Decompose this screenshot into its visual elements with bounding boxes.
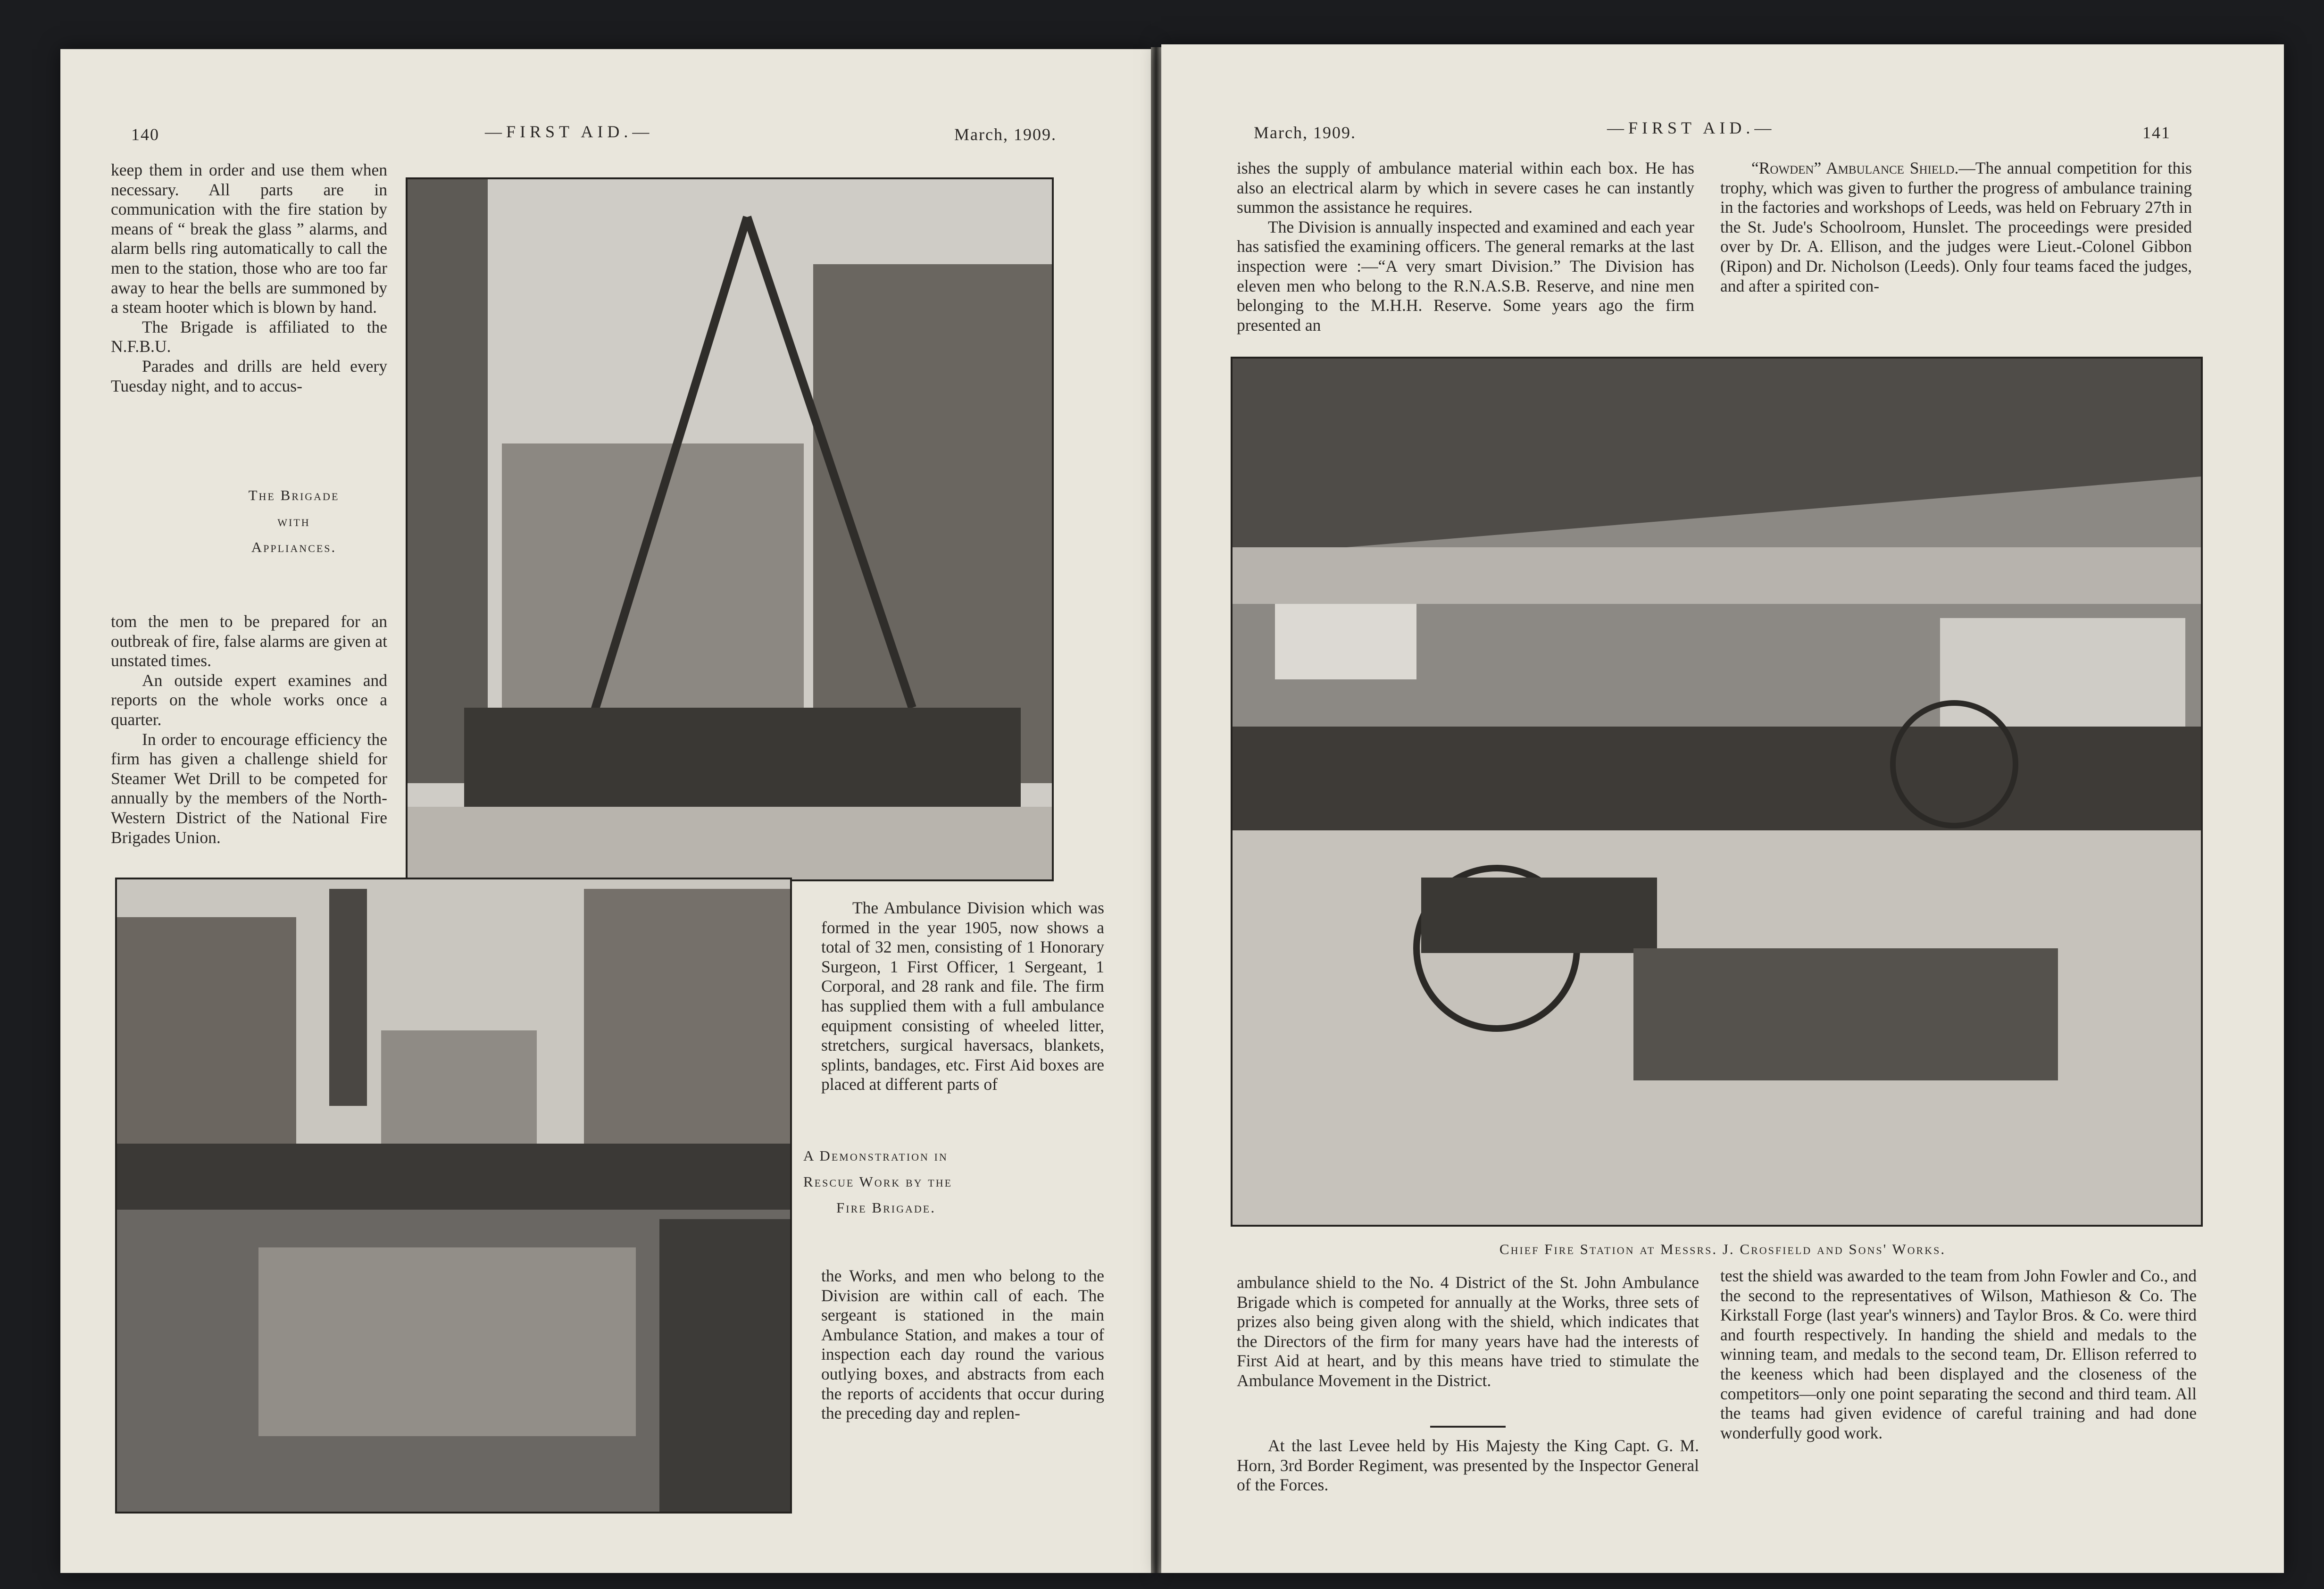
paragraph: ambulance shield to the No. 4 District of the St. John Ambulance Brigade which is competed for annually at the Works, three sets of prizes also being given along with the shield, which indicates that the Directors of the firm for many years have had the interests of First Aid at heart, and by this means have tried to stimulate the Ambulance Movement in the District.	[1237, 1273, 1699, 1390]
paragraph: At the last Levee held by His Majesty the King Capt. G. M. Horn, 3rd Border Regiment, was presented by the Inspector General of the Forces.	[1237, 1436, 1699, 1495]
right-column-ambulance	[821, 898, 1104, 1095]
top-right-column	[1720, 159, 2192, 296]
photo-illustration	[408, 179, 1052, 879]
left-column-middle	[111, 612, 387, 847]
caption-line: Appliances.	[251, 539, 337, 555]
paragraph: Parades and drills are held every Tuesday night, and to accus-	[111, 356, 387, 395]
left-column-top	[111, 160, 387, 396]
right-page	[1161, 44, 2284, 1573]
issue-date: March, 1909.	[1254, 123, 1356, 142]
bottom-left-column	[1237, 1273, 1699, 1391]
section-divider	[1430, 1426, 1506, 1428]
caption-line: The Brigade	[248, 487, 340, 503]
paragraph: tom the men to be prepared for an outbreak of fire, false alarms are given at unstated times.	[111, 612, 387, 670]
book-gutter	[1151, 47, 1161, 1573]
paragraph: An outside expert examines and reports on the whole works once a quarter.	[111, 670, 387, 729]
chief-fire-station-photo	[1231, 357, 2203, 1227]
issue-date: March, 1909.	[954, 125, 1057, 144]
paragraph	[1720, 159, 2192, 296]
photo-caption-rescue	[803, 1143, 1006, 1221]
photo-illustration	[117, 879, 790, 1512]
left-page	[60, 49, 1151, 1573]
paragraph: test the shield was awarded to the team from John Fowler and Co., and the second to the representatives of Wilson, Mathieson & Co. The Kirkstall Forge (last year's winners) and Taylor Bros. & Co. were third and fourth respectively. In handing the shield and medals to the winning team, and medals to the second team, Dr. Ellison referred to the keeness which had been displayed and the closeness of the competitors—only one point separating the second and third team. All the teams had given evidence of careful training and had done wonderfully good work.	[1720, 1266, 2197, 1442]
section-heading: “Rowden” Ambulance Shield.	[1751, 159, 1959, 177]
bottom-left-column-2	[1237, 1436, 1699, 1495]
caption-line: A Demonstration in	[803, 1147, 948, 1164]
paragraph-text: —The annual competition for this trophy, which was given to further the progress of ambulance training in the factories and workshops of Leeds, was held on February 27th in the St. Jude's Schoolroom, Hunslet. The proceedings were presided over by Dr. A. Ellison, and the judges were Lieut.-Colonel Gibbon (Ripon) and Dr. Nicholson (Leeds). Only four teams faced the judges, and after a spirited con-	[1720, 159, 2192, 295]
brigade-with-appliances-photo	[406, 177, 1054, 881]
right-column-continuation	[821, 1266, 1104, 1423]
paragraph: keep them in order and use them when necessary. All parts are in communication with the fire station by means of “ break the glass ” alarms, and alarm bells ring automatically to call the men to the station, those who are too far away to hear the bells are summoned by a steam hooter which is blown by hand.	[111, 160, 387, 317]
paragraph: The Ambulance Division which was formed in the year 1905, now shows a total of 32 men, consisting of 1 Honorary Surgeon, 1 First Officer, 1 Sergeant, 1 Corporal, and 28 rank and file. The firm has supplied them with a full ambulance equipment consisting of wheeled litter, stretchers, surgical haversacs, blankets, splints, bandages, etc. First Aid boxes are placed at different parts of	[821, 898, 1104, 1094]
rescue-demonstration-photo	[115, 878, 792, 1514]
paragraph: ishes the supply of ambulance material within each box. He has also an electrical alarm by which in severe cases he can instantly summon the assistance he requires.	[1237, 159, 1694, 217]
bottom-right-column	[1720, 1266, 2197, 1443]
paragraph: the Works, and men who belong to the Division are within call of each. The sergeant is stationed in the main Ambulance Station, and makes a tour of inspection each day round the various outlying boxes, and abstracts from each the reports of accidents that occur during the preceding day and replen-	[821, 1266, 1104, 1423]
running-title: —FIRST AID.—	[1607, 118, 1776, 137]
photo-caption-brigade	[216, 482, 372, 560]
running-title: —FIRST AID.—	[485, 122, 654, 141]
page-number: 140	[131, 125, 159, 144]
page-number: 141	[2142, 123, 2171, 142]
photo-illustration	[1233, 359, 2201, 1225]
caption-line: Rescue Work by the	[803, 1173, 953, 1190]
paragraph: The Brigade is affiliated to the N.F.B.U.	[111, 317, 387, 356]
top-left-column	[1237, 159, 1694, 335]
paragraph: The Division is annually inspected and examined and each year has satisfied the examining officers. The general remarks at the last inspection were :—“A very smart Division.” The Division has eleven men who belong to the R.N.A.S.B. Reserve, and nine men belonging to the M.H.H. Reserve. Some years ago the firm presented an	[1237, 217, 1694, 335]
chief-fire-station-caption: Chief Fire Station at Messrs. J. Crosfield and Sons' Works.	[1499, 1241, 1946, 1257]
caption-line: Fire Brigade.	[836, 1199, 936, 1216]
caption-line: with	[277, 513, 310, 529]
paragraph: In order to encourage efficiency the firm has given a challenge shield for Steamer Wet Drill to be competed for annually by the members of the North-Western District of the National Fire Brigades Union.	[111, 729, 387, 847]
